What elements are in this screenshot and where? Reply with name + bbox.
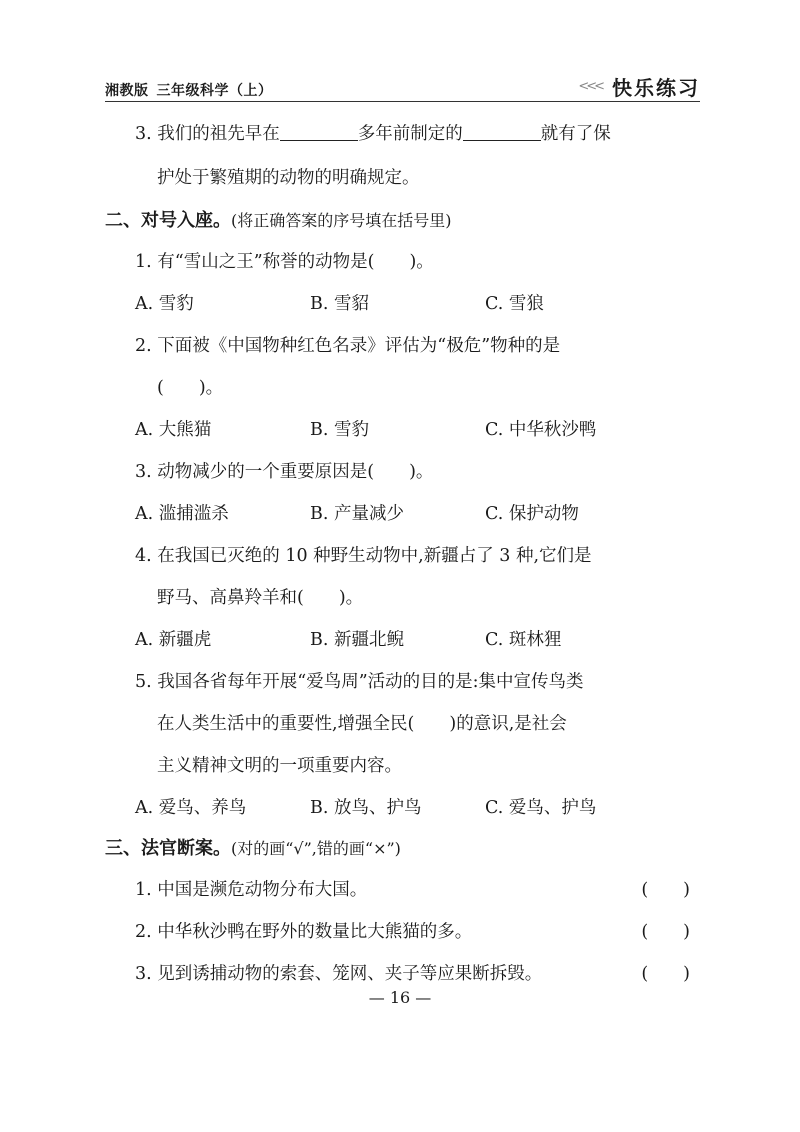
question-text: 多年前制定的 bbox=[357, 124, 463, 144]
option-a[interactable]: A. 滥捕滥杀 bbox=[135, 504, 229, 524]
mc-question-2: 2. 下面被《中国物种红色名录》评估为“极危”物种的是 bbox=[135, 336, 561, 356]
option-b[interactable]: B. 放鸟、护鸟 bbox=[310, 798, 422, 818]
option-b[interactable]: B. 雪貂 bbox=[310, 294, 369, 314]
mc-question-3: 3. 动物减少的一个重要原因是( )。 bbox=[135, 462, 434, 482]
mc-options-3 bbox=[135, 500, 660, 525]
book-edition bbox=[105, 80, 273, 100]
judge-item-2 bbox=[135, 918, 700, 943]
option-a[interactable]: A. 大熊猫 bbox=[135, 420, 212, 440]
option-a[interactable]: A. 爱鸟、养鸟 bbox=[135, 798, 247, 818]
edition-label: 湘教版 bbox=[105, 83, 149, 99]
judge-text: 2. 中华秋沙鸭在野外的数量比大熊猫的多。 bbox=[135, 922, 473, 942]
answer-paren[interactable]: ( ) bbox=[641, 922, 690, 942]
mc-options-1 bbox=[135, 290, 660, 315]
answer-paren[interactable]: ( ) bbox=[641, 964, 690, 984]
grade-label: 三年级科学（上） bbox=[156, 83, 273, 99]
option-b[interactable]: B. 产量减少 bbox=[310, 504, 404, 524]
judge-item-3 bbox=[135, 960, 700, 985]
mc-question-5-cont-1: 在人类生活中的重要性,增强全民( )的意识,是社会 bbox=[157, 714, 567, 734]
chevrons-left-icon: <<< bbox=[578, 79, 602, 94]
page-header bbox=[105, 66, 700, 106]
mc-options-4 bbox=[135, 626, 660, 651]
section-title: 二、对号入座。 bbox=[105, 210, 231, 231]
option-b[interactable]: B. 新疆北鲵 bbox=[310, 630, 404, 650]
judge-text: 1. 中国是濒危动物分布大国。 bbox=[135, 880, 368, 900]
option-c[interactable]: C. 保护动物 bbox=[485, 504, 579, 524]
judge-text: 3. 见到诱捕动物的索套、笼网、夹子等应果断拆毁。 bbox=[135, 964, 543, 984]
mc-question-4: 4. 在我国已灭绝的 10 种野生动物中,新疆占了 3 种,它们是 bbox=[135, 546, 592, 566]
section-note: (对的画“√”,错的画“×”) bbox=[231, 839, 401, 858]
mc-question-2-cont: ( )。 bbox=[157, 378, 224, 398]
option-c[interactable]: C. 中华秋沙鸭 bbox=[485, 420, 597, 440]
option-c[interactable]: C. 雪狼 bbox=[485, 294, 544, 314]
answer-blank-2[interactable] bbox=[463, 123, 541, 142]
option-c[interactable]: C. 斑林狸 bbox=[485, 630, 562, 650]
option-a[interactable]: A. 新疆虎 bbox=[135, 630, 212, 650]
section-3-heading bbox=[105, 834, 401, 860]
header-rule bbox=[105, 101, 700, 102]
mc-question-5-cont-2: 主义精神文明的一项重要内容。 bbox=[157, 756, 402, 776]
header-brand-area bbox=[578, 72, 700, 101]
fill-question-3 bbox=[135, 120, 611, 145]
option-c[interactable]: C. 爱鸟、护鸟 bbox=[485, 798, 597, 818]
answer-blank-1[interactable] bbox=[280, 123, 358, 142]
brand-title: 快乐练习 bbox=[612, 76, 700, 100]
section-note: (将正确答案的序号填在括号里) bbox=[231, 211, 452, 230]
mc-options-5 bbox=[135, 794, 660, 819]
answer-paren[interactable]: ( ) bbox=[641, 880, 690, 900]
fill-question-3-cont: 护处于繁殖期的动物的明确规定。 bbox=[157, 168, 420, 188]
section-2-heading bbox=[105, 206, 452, 232]
page-number: — 16 — bbox=[368, 988, 432, 1007]
mc-options-2 bbox=[135, 416, 660, 441]
judge-item-1 bbox=[135, 876, 700, 901]
option-a[interactable]: A. 雪豹 bbox=[135, 294, 194, 314]
mc-question-5: 5. 我国各省每年开展“爱鸟周”活动的目的是:集中宣传鸟类 bbox=[135, 672, 584, 692]
question-text: 我们的祖先早在 bbox=[157, 124, 280, 144]
question-number: 3. bbox=[135, 124, 152, 144]
section-title: 三、法官断案。 bbox=[105, 838, 231, 859]
question-text: 就有了保 bbox=[540, 124, 611, 144]
mc-question-1: 1. 有“雪山之王”称誉的动物是( )。 bbox=[135, 252, 434, 272]
option-b[interactable]: B. 雪豹 bbox=[310, 420, 369, 440]
mc-question-4-cont: 野马、高鼻羚羊和( )。 bbox=[157, 588, 364, 608]
